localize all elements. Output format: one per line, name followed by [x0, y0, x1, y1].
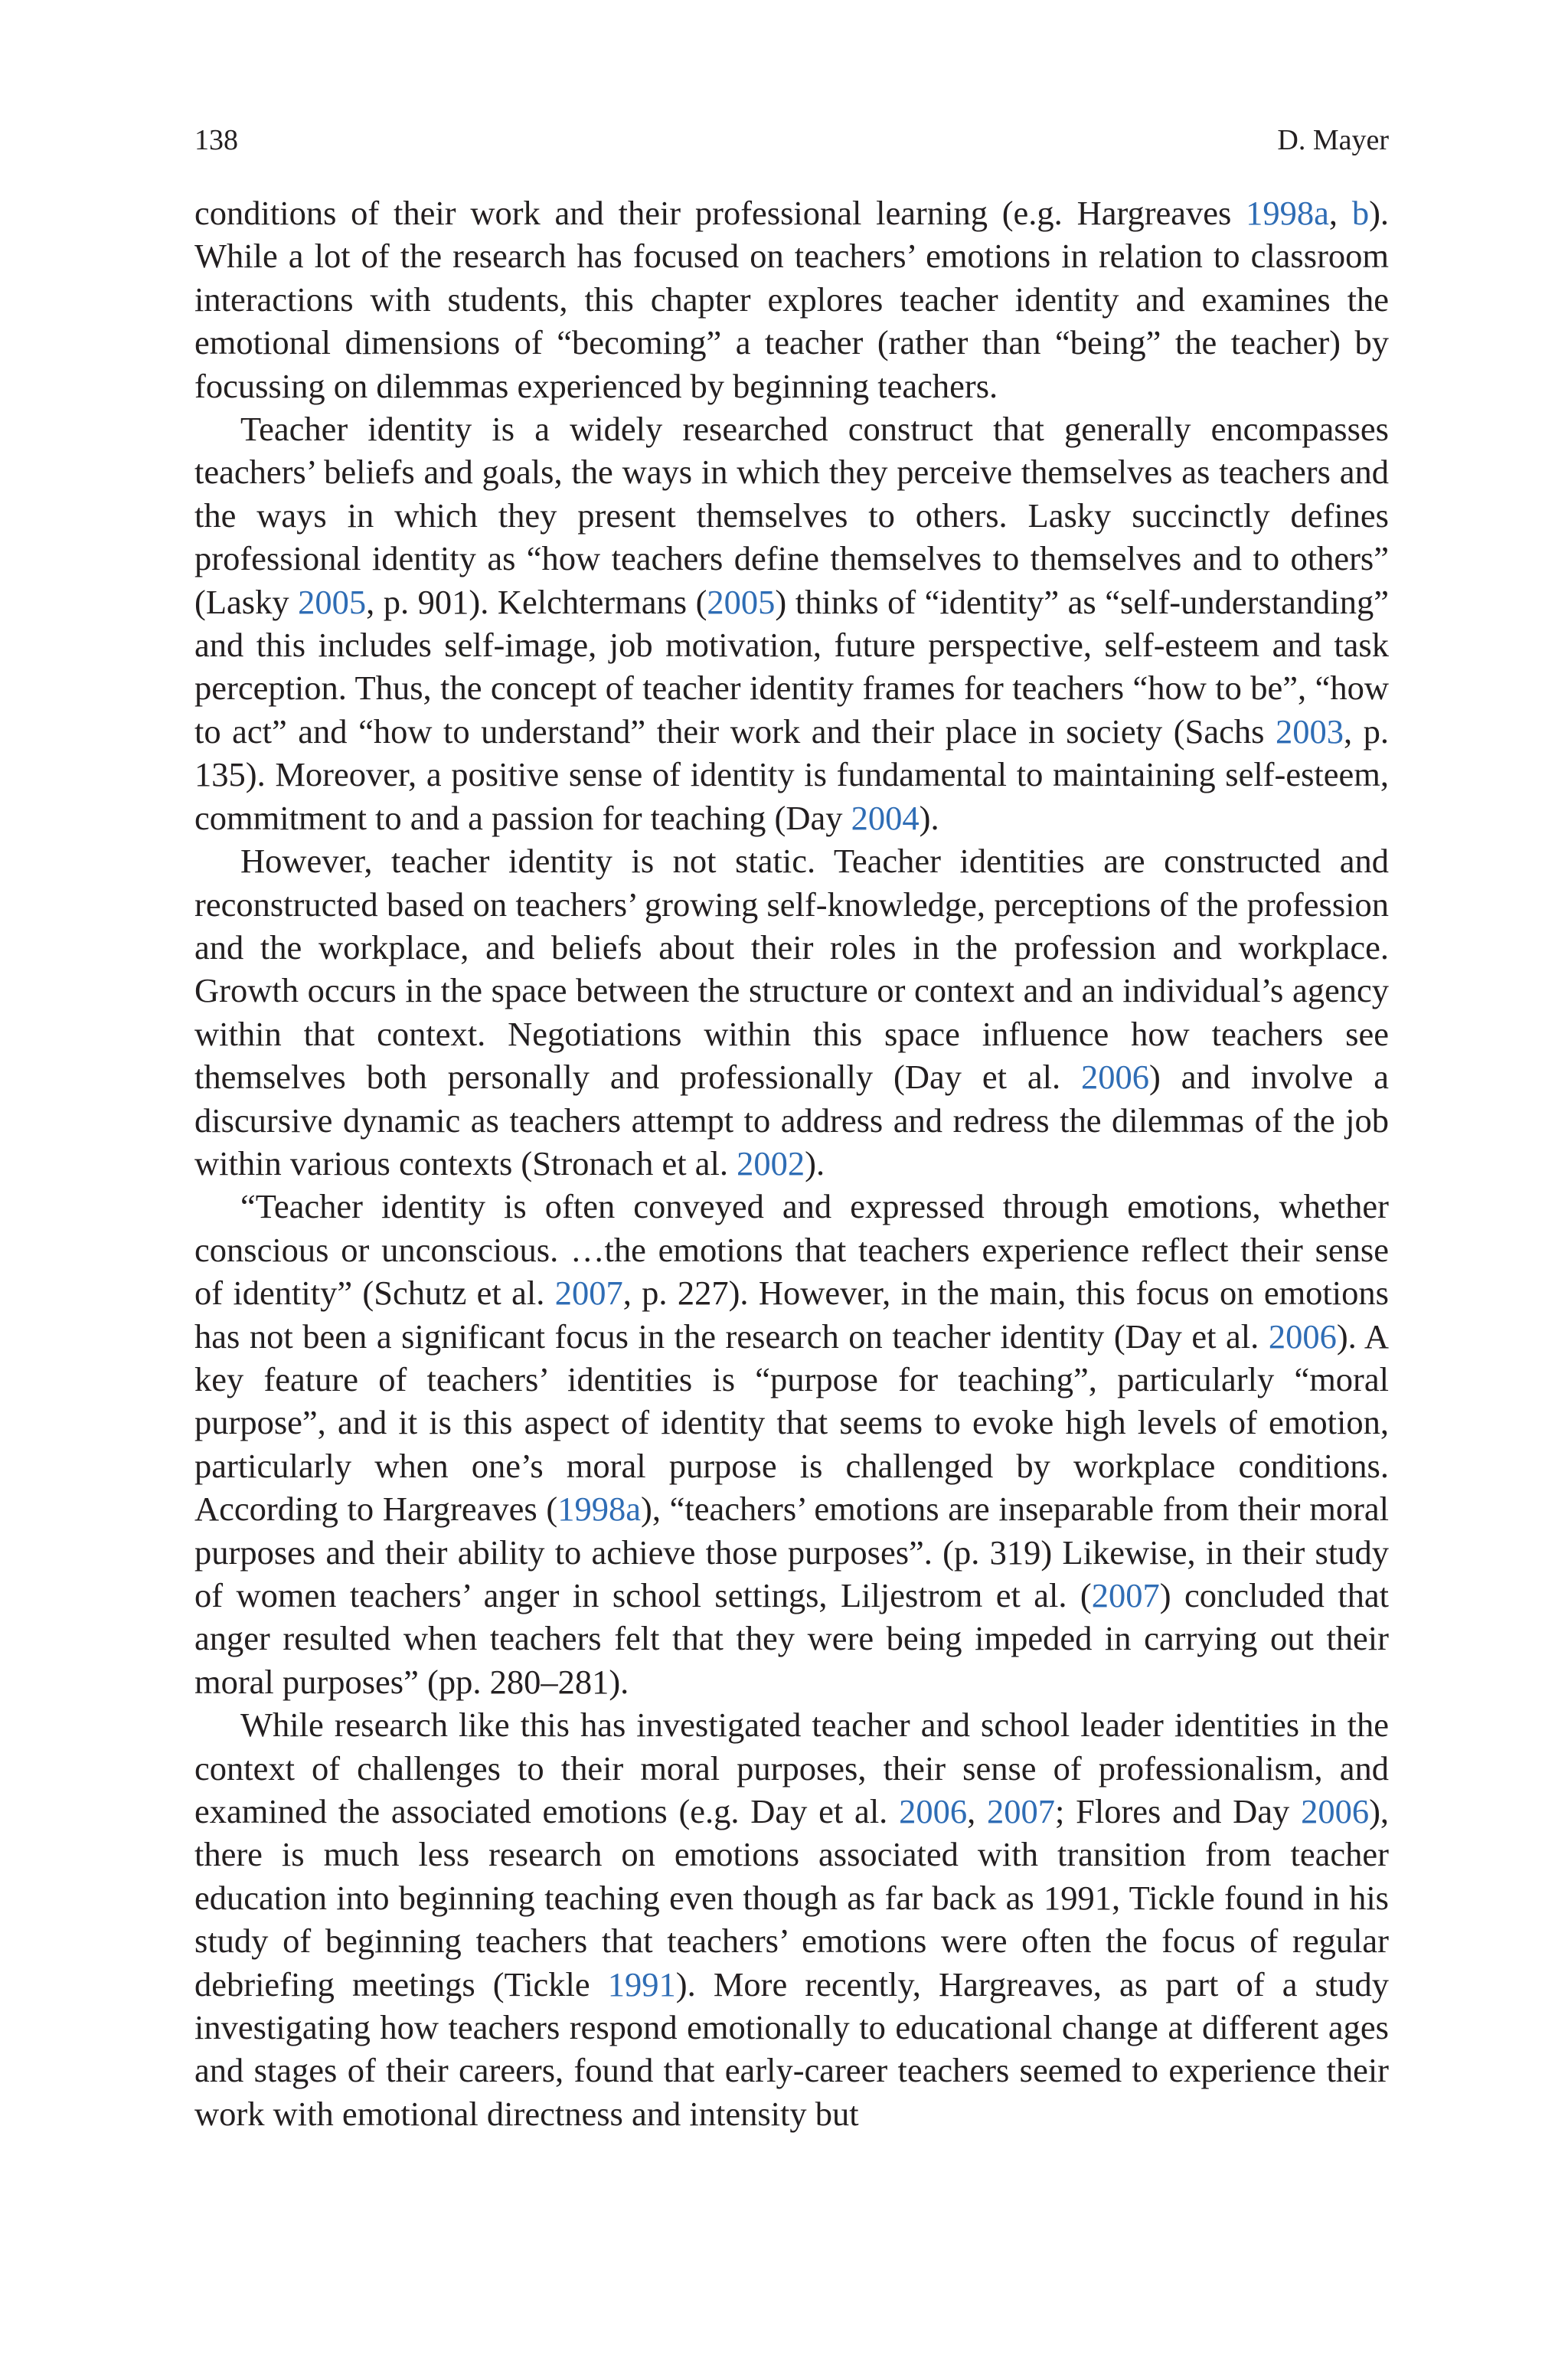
paragraph [194, 1185, 1389, 1703]
citation-link[interactable]: 2007 [554, 1274, 623, 1313]
citation-link[interactable]: 2006 [1301, 1792, 1370, 1831]
text-run: , [967, 1792, 987, 1831]
citation-link[interactable]: 1991 [607, 1964, 676, 2003]
text-run: “Teacher identity is often conveyed and expressed through emotions, whether conscious or unconscious. …the emotions that teachers experience reflect their sense of identity” (Schutz et al. [194, 1187, 1389, 1313]
page [194, 123, 1389, 2135]
text-run: ) thinks of “identity” as “self-understanding” and this includes self-image, job motivation, future perspective, self-esteem and task perception. Thus, the concept of teacher identity frames for teachers “how to be”, “how to act” and “how to understand” their work and their place in society (Sachs [194, 582, 1389, 751]
text-run: ; Flores and Day [1054, 1792, 1302, 1831]
paragraph [194, 1703, 1389, 2135]
paragraph [194, 839, 1389, 1185]
citation-link[interactable]: b [1351, 194, 1370, 232]
citation-link[interactable]: 2007 [986, 1792, 1055, 1831]
body-text [194, 191, 1389, 2135]
citation-link[interactable]: 2006 [1268, 1317, 1337, 1356]
page-number: 138 [194, 124, 238, 156]
text-run: ). More recently, Hargreaves, as part of a study investigating how teachers respond emotionally to educational change at different ages and stages of their careers, found that early-career teachers seemed to experience their work with emotional directness and intensity but [194, 1964, 1389, 2133]
text-run: , [1328, 194, 1352, 232]
text-run: conditions of their work and their professional learning (e.g. Hargreaves [194, 194, 1246, 232]
text-run: Teacher identity is a widely researched construct that generally encompasses teachers’ beliefs and goals, the ways in which they perceive themselves as teachers and the ways in which they present themselves to others. Lasky succinctly defines professional identity as “how teachers define themselves to themselves and to others” (Lasky [194, 410, 1389, 621]
citation-link[interactable]: 1998a [557, 1490, 641, 1529]
running-header [194, 123, 1389, 158]
text-run: ). [805, 1143, 825, 1182]
citation-link[interactable]: 2007 [1091, 1576, 1160, 1614]
text-run: , p. 227). However, in the main, this focus on emotions has not been a significant focus in the research on teacher identity (Day et al. [194, 1274, 1389, 1356]
text-run: ). A key feature of teachers’ identities is “purpose for teaching”, particularly “moral purpose”, and it is this aspect of identity that seems to evoke high levels of emotion, particularly when one’s moral purpose is challenged by workplace conditions. According to Hargreaves ( [194, 1317, 1390, 1529]
text-run: , p. 901). Kelchtermans ( [366, 582, 707, 621]
text-run: ), there is much less research on emotions associated with transition from teacher education into beginning teaching even though as far back as 1991, Tickle found in his study of beginning teachers that teachers’ emotions were often the focus of regular debriefing meetings (Tickle [194, 1792, 1390, 2003]
citation-link[interactable]: 2003 [1275, 711, 1344, 751]
citation-link[interactable]: 2006 [899, 1792, 968, 1831]
text-run: ) concluded that anger resulted when teachers felt that they were being impeded in carrying out their moral purposes” (pp. 280–281). [194, 1576, 1389, 1701]
paragraph [194, 191, 1389, 407]
text-run: While research like this has investigated teacher and school leader identities in the context of challenges to their moral purposes, their sense of professionalism, and examined the associated emotions (e.g. Day et al. [194, 1706, 1389, 1831]
citation-link[interactable]: 2004 [851, 798, 920, 837]
citation-link[interactable]: 2005 [298, 582, 367, 621]
text-run: ), “teachers’ emotions are inseparable from their moral purposes and their ability to achieve those purposes”. (p. 319) Likewise, in their study of women teachers’ anger in school settings, Liljestrom et al. ( [194, 1490, 1389, 1614]
text-run: ). While a lot of the research has focused on teachers’ emotions in relation to classroom interactions with students, this chapter explores teacher identity and examines the emotional dimensions of “becoming” a teacher (rather than “being” the teacher) by focussing on dilemmas experienced by beginning teachers. [194, 194, 1390, 405]
text-run: , p. 135). Moreover, a positive sense of identity is fundamental to maintaining self-esteem, commitment to and a passion for teaching (Day [194, 711, 1390, 837]
text-run: ). [919, 798, 939, 837]
citation-link[interactable]: 2006 [1081, 1058, 1150, 1097]
running-head-author: D. Mayer [1277, 124, 1389, 156]
text-run: However, teacher identity is not static. Teacher identities are constructed and reconstructed based on teachers’ growing self-knowledge, perceptions of the profession and the workplace, and beliefs about their roles in the profession and workplace. Growth occurs in the space between the structure or context and an individual’s agency within that context. Negotiations within this space influence how teachers see themselves both personally and professionally (Day et al. [194, 842, 1389, 1097]
citation-link[interactable]: 2005 [707, 582, 776, 621]
citation-link[interactable]: 1998a [1246, 194, 1329, 232]
citation-link[interactable]: 2002 [737, 1143, 805, 1182]
paragraph [194, 407, 1389, 839]
text-run: ) and involve a discursive dynamic as teachers attempt to address and redress the dilemmas of the job within various contexts (Stronach et al. [194, 1058, 1389, 1182]
